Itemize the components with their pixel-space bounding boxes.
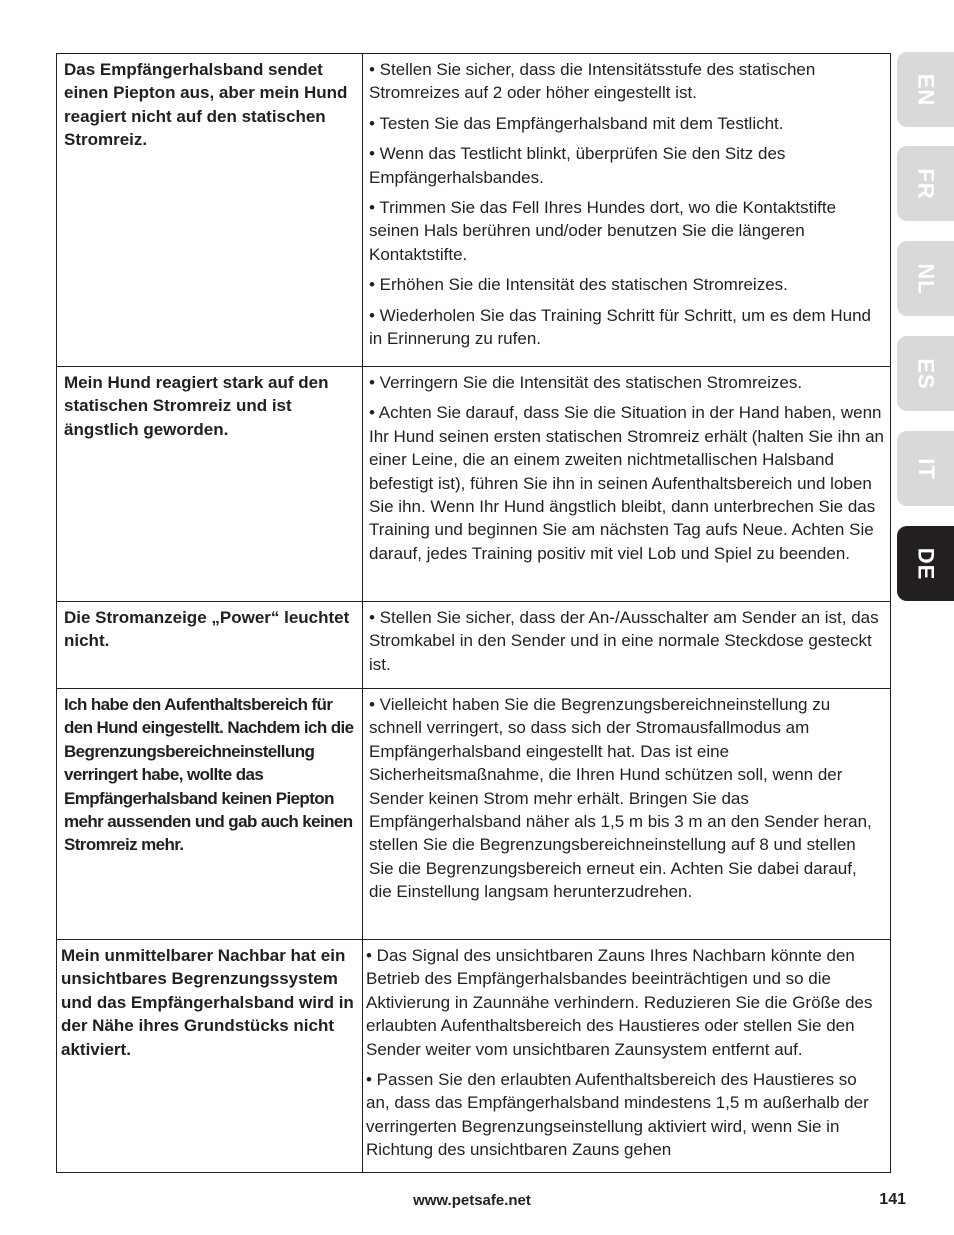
solution-item: • Erhöhen Sie die Intensität des statischen Stromreizes. bbox=[369, 275, 788, 295]
solution-cell bbox=[363, 940, 891, 1173]
language-tab-fr[interactable] bbox=[897, 146, 954, 221]
language-tab-de[interactable] bbox=[897, 526, 954, 601]
solution-item: • Wenn das Testlicht blinkt, überprüfen Sie den Sitz des Empfängerhalsbandes. bbox=[369, 144, 786, 187]
problem-cell: Die Stromanzeige „Power“ leuchtet nicht. bbox=[57, 602, 363, 689]
page-number: 141 bbox=[879, 1191, 906, 1208]
solution-cell bbox=[363, 689, 891, 940]
solution-item: • Achten Sie darauf, dass Sie die Situation in der Hand haben, wenn Ihr Hund seinen ersten statischen Stromreiz erhält (halten Sie ihn an einer Leine, die an einem zweiten nichtmetallischen Halsband befestigt ist), führen Sie ihn in seinen Aufenthaltsbereich und loben Sie ihn. Wenn Ihr Hund ängstlich bleibt, dann unterbrechen Sie das Training und beginnen Sie am nächsten Tag aufs Neue. Achten Sie darauf, jedes Training positiv mit viel Lob und Spiel zu beenden. bbox=[369, 403, 884, 563]
language-tab-label: DE bbox=[913, 547, 939, 580]
footer-url: www.petsafe.net bbox=[413, 1192, 531, 1209]
language-tab-nl[interactable] bbox=[897, 241, 954, 316]
table-row bbox=[57, 689, 891, 940]
problem-cell: Mein Hund reagiert stark auf den statischen Stromreiz und ist ängstlich geworden. bbox=[57, 367, 363, 602]
solution-item: • Stellen Sie sicher, dass die Intensitätsstufe des statischen Stromreizes auf 2 oder höher eingestellt ist. bbox=[369, 60, 816, 103]
solution-item: • Vielleicht haben Sie die Begrenzungsbereichneinstellung zu schnell verringert, so dass sich der Stromausfallmodus am Empfängerhalsband eingestellt hat. Das ist eine Sicherheitsmaßnahme, die Ihren Hund schützen soll, wenn der Sender keinen Strom mehr erhält. Bringen Sie das Empfängerhalsband näher als 1,5 m bis 3 m an den Sender heran, stellen Sie die Begrenzungsbereichneinstellung auf 8 und stellen Sie die Begrenzungsbereich erneut ein. Achten Sie dabei darauf, die Einstellung langsam herunterzudrehen. bbox=[369, 695, 872, 902]
table-row bbox=[57, 602, 891, 689]
solution-cell bbox=[363, 602, 891, 689]
solution-item: • Passen Sie den erlaubten Aufenthaltsbereich des Haustieres so an, dass das Empfängerhalsband mindestens 1,5 m außerhalb der verringerten Begrenzungseinstellung aktiviert wird, wenn Sie in Richtung des unsichtbaren Zauns gehen bbox=[366, 1070, 869, 1160]
solution-item: • Testen Sie das Empfängerhalsband mit dem Testlicht. bbox=[369, 113, 784, 133]
solution-item: • Stellen Sie sicher, dass der An-/Ausschalter am Sender an ist, das Stromkabel in den Sender und in eine normale Steckdose gesteckt ist. bbox=[369, 608, 879, 674]
solution-item: • Trimmen Sie das Fell Ihres Hundes dort, wo die Kontaktstifte seinen Hals berühren und/oder benutzen Sie die längeren Kontaktstifte. bbox=[369, 198, 837, 264]
language-tab-label: IT bbox=[913, 457, 939, 480]
language-tab-it[interactable] bbox=[897, 431, 954, 506]
solution-item: • Wiederholen Sie das Training Schritt für Schritt, um es dem Hund in Erinnerung zu rufen. bbox=[369, 305, 872, 349]
table-row bbox=[57, 54, 891, 367]
language-tab-label: FR bbox=[913, 167, 939, 200]
solution-item: • Verringern Sie die Intensität des statischen Stromreizes. bbox=[369, 373, 803, 392]
solution-cell bbox=[363, 367, 891, 602]
language-tab-label: EN bbox=[913, 73, 939, 106]
problem-cell: Ich habe den Aufenthaltsbereich für den Hund eingestellt. Nachdem ich die Begrenzungsbereichneinstellung verringert habe, wollte das Empfängerhalsband keinen Piepton mehr aussenden und gab auch keinen Stromreiz mehr. bbox=[57, 689, 363, 940]
table-row bbox=[57, 940, 891, 1173]
solution-item: • Das Signal des unsichtbaren Zauns Ihres Nachbarn könnte den Betrieb des Empfängerhalsbandes beeinträchtigen und so die Aktivierung in Zaunnähe verhindern. Reduzieren Sie die Größe des erlaubten Aufenthaltsbereich des Haustieres oder stellen Sie den Sender weiter vom unsichtbaren Zaunsystem entfernt auf. bbox=[366, 946, 873, 1059]
problem-cell: Das Empfängerhalsband sendet einen Piepton aus, aber mein Hund reagiert nicht auf den statischen Stromreiz. bbox=[57, 54, 363, 367]
language-tab-label: ES bbox=[913, 357, 939, 390]
language-tab-en[interactable] bbox=[897, 52, 954, 127]
solution-cell bbox=[363, 54, 891, 367]
problem-cell: Mein unmittelbarer Nachbar hat ein unsichtbares Begrenzungssystem und das Empfängerhalsband wird in der Nähe ihres Grundstücks nicht aktiviert. bbox=[57, 940, 363, 1173]
language-tab-label: NL bbox=[913, 262, 939, 295]
language-tab-es[interactable] bbox=[897, 336, 954, 411]
table-row bbox=[57, 367, 891, 602]
troubleshooting-table bbox=[56, 53, 891, 1173]
